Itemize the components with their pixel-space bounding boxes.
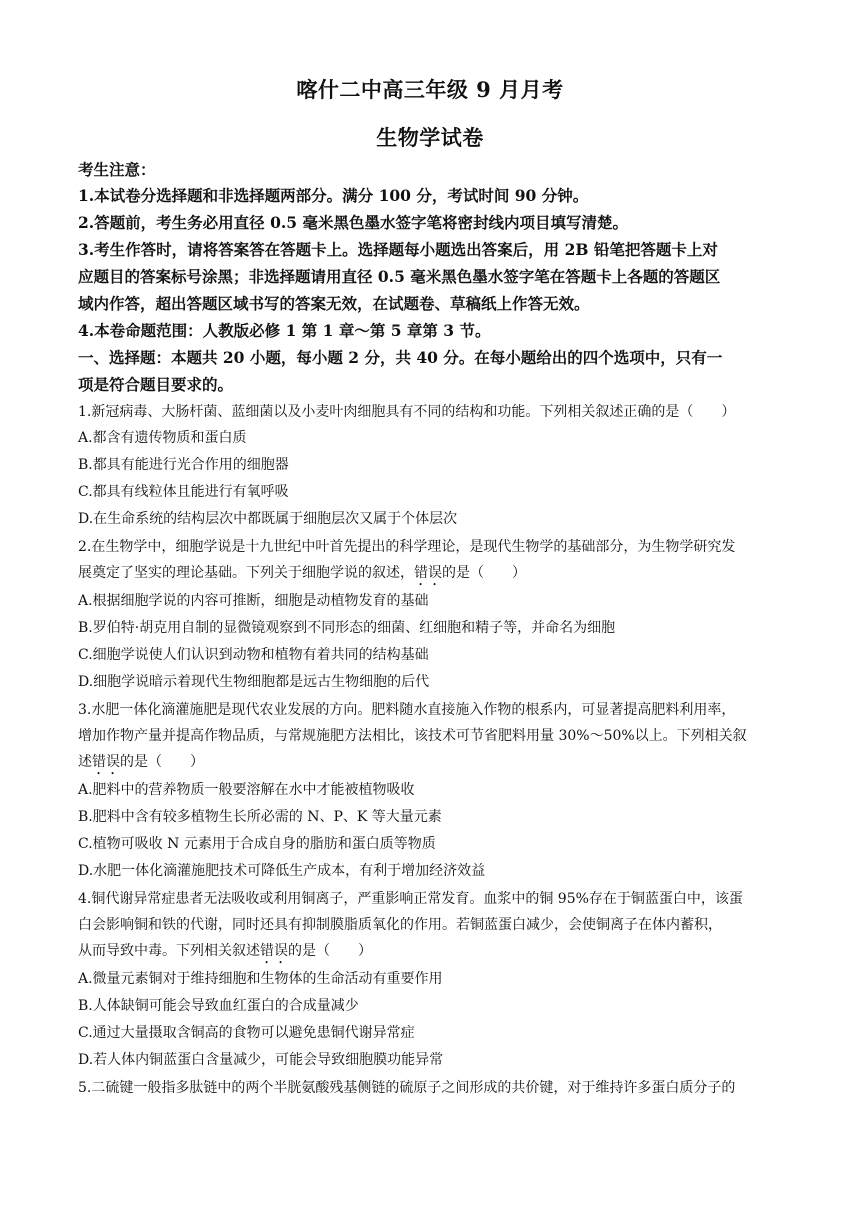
question-4-option-c: C.通过大量摄取含铜高的食物可以避免患铜代谢异常症: [78, 1025, 415, 1041]
notice-line-3a: 3.考生作答时，请将答案答在答题卡上。选择题每小题选出答案后，用 2B 铅笔把答题卡上对: [78, 240, 718, 259]
notice-line-4: 4.本卷命题范围：人教版必修 1 第 1 章～第 5 章第 3 节。: [78, 321, 491, 340]
notice-heading: 考生注意：: [78, 160, 156, 179]
question-4-stem-line-3: 从而导致中毒。下列相关叙述错误的是（ ）: [78, 943, 372, 959]
question-3-stem-line-2: 增加作物产量并提高作物品质，与常规施肥方法相比，该技术可节省肥料用量 30%～50%以上。下列相关叙: [78, 728, 747, 744]
question-5-stem-line-1: 5.二硫键一般指多肽链中的两个半胱氨酸残基侧链的硫原子之间形成的共价键，对于维持许多蛋白质分子的: [78, 1080, 736, 1096]
section-heading-line-2: 项是符合题目要求的。: [78, 375, 234, 394]
question-2-option-a: A.根据细胞学说的内容可推断，细胞是动植物发育的基础: [78, 593, 429, 609]
notice-line-1: 1.本试卷分选择题和非选择题两部分。满分 100 分，考试时间 90 分钟。: [78, 186, 589, 205]
question-4-stem-line-2: 白会影响铜和铁的代谢，同时还具有抑制膜脂质氧化的作用。若铜蓝蛋白减少，会使铜离子在体内蓄积，: [78, 917, 722, 933]
question-2-option-b: B.罗伯特·胡克用自制的显微镜观察到不同形态的细菌、红细胞和精子等，并命名为细胞: [78, 620, 616, 636]
emphasis-mark: 错误: [92, 754, 120, 770]
question-4-option-a: A.微量元素铜对于维持细胞和生物体的生命活动有重要作用: [78, 971, 443, 987]
question-1-option-c: C.都具有线粒体且能进行有氧呼吸: [78, 484, 289, 500]
question-3-option-c: C.植物可吸收 N 元素用于合成自身的脂肪和蛋白质等物质: [78, 836, 436, 852]
question-4-option-b: B.人体缺铜可能会导致血红蛋白的合成量减少: [78, 998, 359, 1014]
notice-line-2: 2.答题前，考生务必用直径 0.5 毫米黑色墨水签字笔将密封线内项目填写清楚。: [78, 213, 628, 232]
notice-line-3b: 应题目的答案标号涂黑；非选择题请用直径 0.5 毫米黑色墨水签字笔在答题卡上各题的答题区: [78, 267, 721, 286]
question-1-option-d: D.在生命系统的结构层次中都既属于细胞层次又属于个体层次: [78, 511, 458, 527]
question-2-option-d: D.细胞学说暗示着现代生物细胞都是远古生物细胞的后代: [78, 674, 430, 690]
question-4-option-d: D.若人体内铜蓝蛋白含量减少，可能会导致细胞膜功能异常: [78, 1052, 444, 1068]
question-4-stem-line-1: 4.铜代谢异常症患者无法吸收或利用铜离子，严重影响正常发育。血浆中的铜 95%存在于铜蓝蛋白中，该蛋: [78, 891, 743, 907]
emphasis-mark: 错误: [260, 943, 288, 959]
question-1-stem: 1.新冠病毒、大肠杆菌、蓝细菌以及小麦叶肉细胞具有不同的结构和功能。下列相关叙述正确的是（ ）: [78, 404, 736, 420]
question-2-stem-line-1: 2.在生物学中，细胞学说是十九世纪中叶首先提出的科学理论，是现代生物学的基础部分，为生物学研究发: [78, 539, 736, 555]
question-3-option-a: A.肥料中的营养物质一般要溶解在水中才能被植物吸收: [78, 782, 415, 798]
exam-subtitle: 生物学试卷: [376, 125, 484, 150]
question-1-option-a: A.都含有遗传物质和蛋白质: [78, 430, 247, 446]
question-3-stem-line-1: 3.水肥一体化滴灌施肥是现代农业发展的方向。肥料随水直接施入作物的根系内，可显著提高肥料利用率，: [78, 702, 736, 718]
question-1-option-b: B.都具有能进行光合作用的细胞器: [78, 457, 289, 473]
question-3-option-b: B.肥料中含有较多植物生长所必需的 N、P、K 等大量元素: [78, 809, 442, 825]
emphasis-mark: 错误: [414, 565, 442, 581]
exam-title: 喀什二中高三年级 9 月月考: [296, 77, 564, 102]
question-2-stem-line-2: 展奠定了坚实的理论基础。下列关于细胞学说的叙述，错误的是（ ）: [78, 565, 526, 581]
question-3-option-d: D.水肥一体化滴灌施肥技术可降低生产成本，有利于增加经济效益: [78, 863, 486, 879]
section-heading-line-1: 一、选择题：本题共 20 小题，每小题 2 分，共 40 分。在每小题给出的四个选项中，只有一: [78, 348, 723, 367]
notice-line-3c: 域内作答，超出答题区域书写的答案无效，在试题卷、草稿纸上作答无效。: [78, 294, 590, 313]
question-3-stem-line-3: 述错误的是（ ）: [78, 754, 204, 770]
question-2-option-c: C.细胞学说使人们认识到动物和植物有着共同的结构基础: [78, 647, 429, 663]
